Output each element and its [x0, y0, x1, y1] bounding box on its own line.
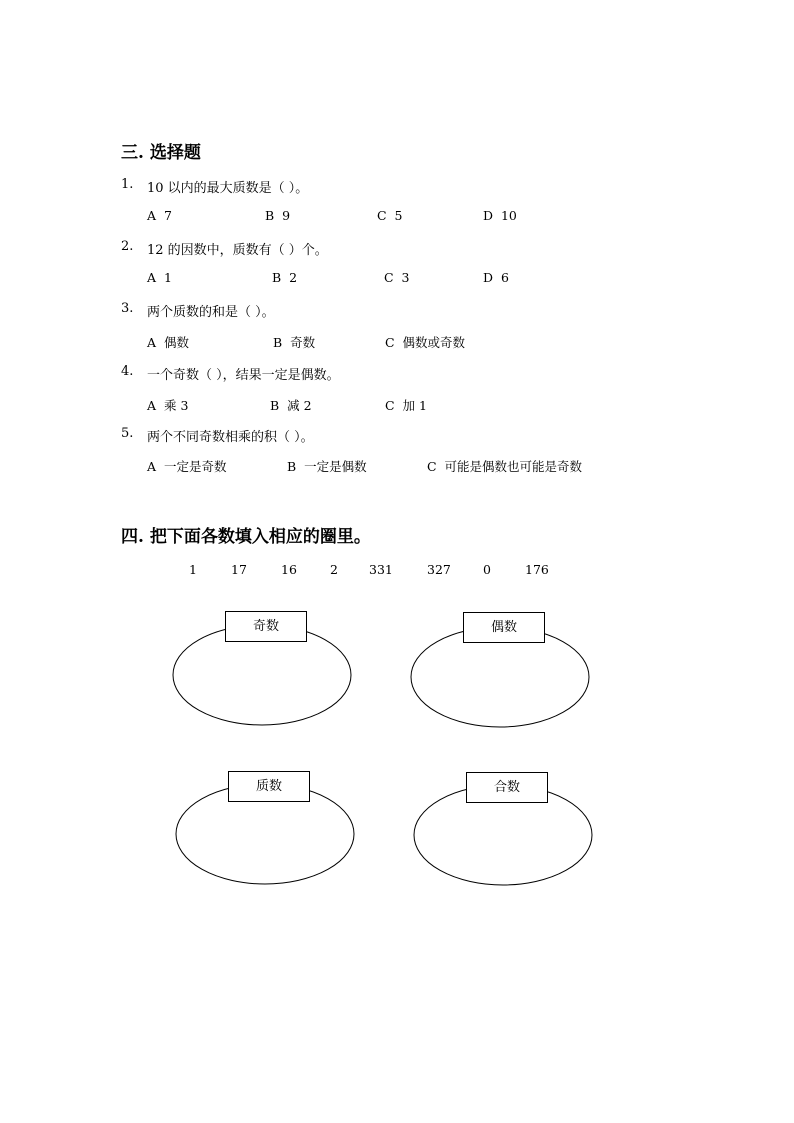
number-item: 176 [525, 562, 549, 577]
odd-label: 奇数 [225, 611, 307, 642]
q5-option-c: C 可能是偶数也可能是奇数 [427, 459, 583, 474]
question-1-text: 10 以内的最大质数是（ ）。 [147, 181, 309, 196]
q5-option-a: A 一定是奇数 [147, 459, 227, 474]
number-item: 0 [483, 562, 491, 577]
question-4-text: 一个奇数（ ），结果一定是偶数。 [147, 368, 340, 383]
q3-option-a: A 偶数 [147, 335, 189, 350]
q4-option-a: A 乘 3 [147, 398, 189, 413]
section-3-title: 三. 选择题 [121, 143, 201, 163]
q2-option-b: B 2 [272, 270, 298, 285]
q2-option-d: D 6 [483, 270, 509, 285]
number-item: 1 [189, 562, 197, 577]
question-2-number: 2. [121, 239, 134, 254]
question-3-text: 两个质数的和是（ ）。 [147, 305, 275, 320]
question-2-text: 12 的因数中，质数有（ ）个。 [147, 243, 328, 258]
even-label: 偶数 [463, 612, 545, 643]
q1-option-c: C 5 [377, 208, 403, 223]
q4-option-b: B 减 2 [270, 398, 312, 413]
number-item: 16 [281, 562, 297, 577]
q2-option-c: C 3 [384, 270, 410, 285]
composite-label: 合数 [466, 772, 548, 803]
q3-option-c: C 偶数或奇数 [385, 335, 466, 350]
q3-option-b: B 奇数 [273, 335, 316, 350]
section-4-title: 四. 把下面各数填入相应的圈里。 [121, 527, 371, 547]
prime-label: 质数 [228, 771, 310, 802]
question-5-number: 5. [121, 426, 134, 441]
q2-option-a: A 1 [147, 270, 172, 285]
question-3-number: 3. [121, 301, 134, 316]
number-item: 2 [330, 562, 338, 577]
number-item: 331 [369, 562, 393, 577]
question-5-text: 两个不同奇数相乘的积（ ）。 [147, 430, 314, 445]
number-item: 17 [231, 562, 247, 577]
question-1-number: 1. [121, 177, 134, 192]
q4-option-c: C 加 1 [385, 398, 427, 413]
q1-option-a: A 7 [147, 208, 172, 223]
q1-option-d: D 10 [483, 208, 517, 223]
number-item: 327 [427, 562, 451, 577]
question-4-number: 4. [121, 364, 134, 379]
q1-option-b: B 9 [265, 208, 291, 223]
q5-option-b: B 一定是偶数 [287, 459, 367, 474]
